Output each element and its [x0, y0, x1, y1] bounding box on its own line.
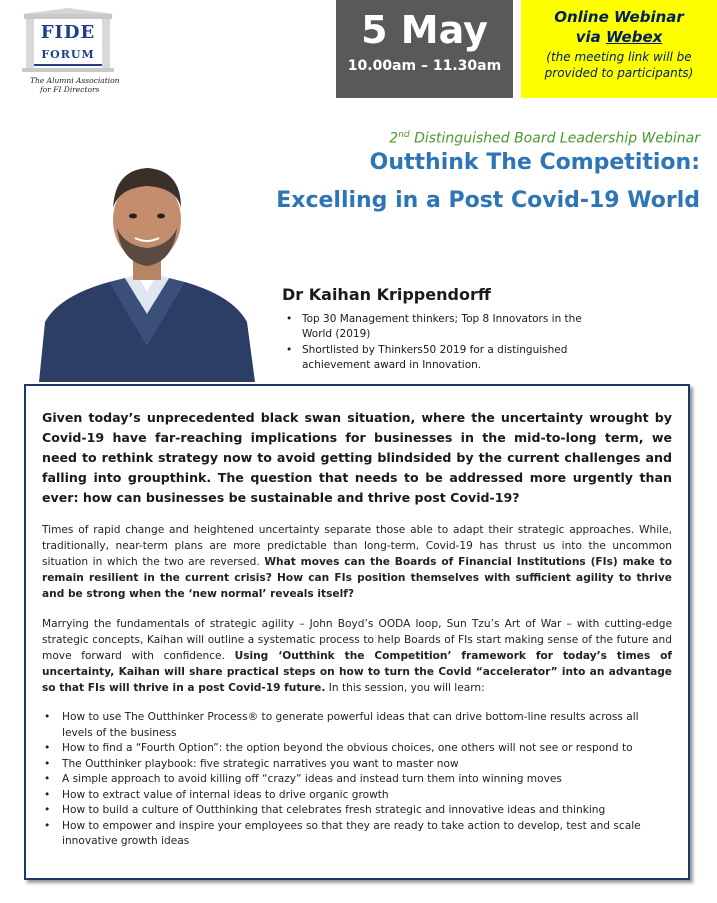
- learning-point: • A simple approach to avoid killing off “crazy” ideas and instead turn them into winning moves: [42, 772, 672, 788]
- learning-point: • How to empower and inspire your employees so that they are ready to take action to develop, test and scale innovative growth ideas: [42, 819, 672, 850]
- fide-forum-logo: [12, 8, 124, 98]
- paragraph-1-text: Times of rapid change and heightened uncertainty separate those able to adapt their strategic approaches. While, traditionally, near-term plans are more predictable than long-term, Covid-19 has thrust us into the uncommon situation in which the two are reversed.: [42, 524, 672, 568]
- speaker-photo: [29, 146, 261, 382]
- page-title-line2: Excelling in a Post Covid-19 World: [276, 188, 700, 213]
- logo-tagline: [16, 76, 142, 94]
- series-ordinal-suffix: nd: [398, 130, 410, 140]
- paragraph-2-emphasis: Using ‘Outthink the Competition’ framework for today’s times of uncertainty, Kaihan will share practical steps on how to turn the Covid “accelerator” into an advantage so that FIs will thrive in a post Covid-19 future.: [42, 650, 673, 694]
- logo-tagline-line1: The Alumni Association: [30, 76, 120, 85]
- learning-point: • How to build a culture of Outthinking that celebrates fresh strategic and innovative ideas and thinking: [42, 803, 672, 819]
- paragraph-1: [42, 522, 672, 602]
- paragraph-2-text: Marrying the fundamentals of strategic agility – John Boyd’s OODA loop, Sun Tzu’s Art of War – with cutting-edge strategic concepts, Kaihan will outline a systematic process to help Boards of FIs start making sense of the future and move forward with confidence.: [42, 618, 672, 662]
- learning-point: • The Outthinker playbook: five strategic narratives you want to master now: [42, 757, 672, 773]
- content-box: [24, 384, 690, 880]
- learning-point: • How to use The Outthinker Process® to generate powerful ideas that can drive bottom-line results across all levels of the business: [42, 710, 672, 741]
- event-time: 10.00am – 11.30am: [347, 58, 502, 74]
- series-heading: [340, 130, 700, 147]
- webinar-line1: Online Webinar: [554, 8, 684, 26]
- event-date: 5 May: [361, 8, 488, 52]
- paragraph-1-emphasis: What moves can the Boards of Financial Institutions (FIs) make to remain resilient in the current crisis? How can FIs position themselves with sufficient agility to thrive and be strong when the ‘new normal’ reveals itself?: [42, 556, 672, 600]
- learning-point: • How to extract value of internal ideas to drive organic growth: [42, 788, 672, 804]
- page-title-line1: Outthink The Competition:: [369, 150, 700, 175]
- series-ordinal: 2: [389, 130, 399, 147]
- paragraph-2-end: In this session, you will learn:: [325, 682, 485, 694]
- intro-paragraph: Given today’s unprecedented black swan situation, where the uncertainty wrought by Covid-19 have far-reaching implications for businesses in the mid-to-long term, we need to rethink strategy now to avoid getting blindsided by the current challenges and falling into groupthink. The question that needs to be addressed more urgently than ever: how can businesses be sustainable and thrive post Covid-19?: [42, 410, 672, 505]
- webinar-title: [521, 7, 717, 47]
- webinar-note: (the meeting link will be provided to participants): [544, 50, 694, 80]
- learning-point: • How to find a “Fourth Option”: the option beyond the obvious choices, one others will not see or respond to: [42, 741, 672, 757]
- webinar-via: via: [575, 28, 606, 46]
- logo-title: FIDE: [40, 22, 96, 43]
- webinar-block: [521, 0, 717, 98]
- speaker-credential-item: • Top 30 Management thinkers; Top 8 Innovators in the World (2019): [286, 312, 586, 342]
- logo-tagline-line2: for FI Directors: [40, 85, 100, 94]
- learning-points: [42, 710, 672, 850]
- paragraph-2: [42, 616, 672, 696]
- webex-link[interactable]: Webex: [605, 28, 663, 46]
- series-text: Distinguished Board Leadership Webinar: [409, 130, 700, 147]
- date-block: [336, 0, 513, 98]
- speaker-credentials: [286, 312, 586, 374]
- webinar-line2: [521, 27, 717, 47]
- speaker-credential-item: • Shortlisted by Thinkers50 2019 for a distinguished achievement award in Innovation.: [286, 343, 586, 373]
- speaker-name: Dr Kaihan Krippendorff: [282, 285, 491, 304]
- logo-subtitle: FORUM: [41, 48, 95, 61]
